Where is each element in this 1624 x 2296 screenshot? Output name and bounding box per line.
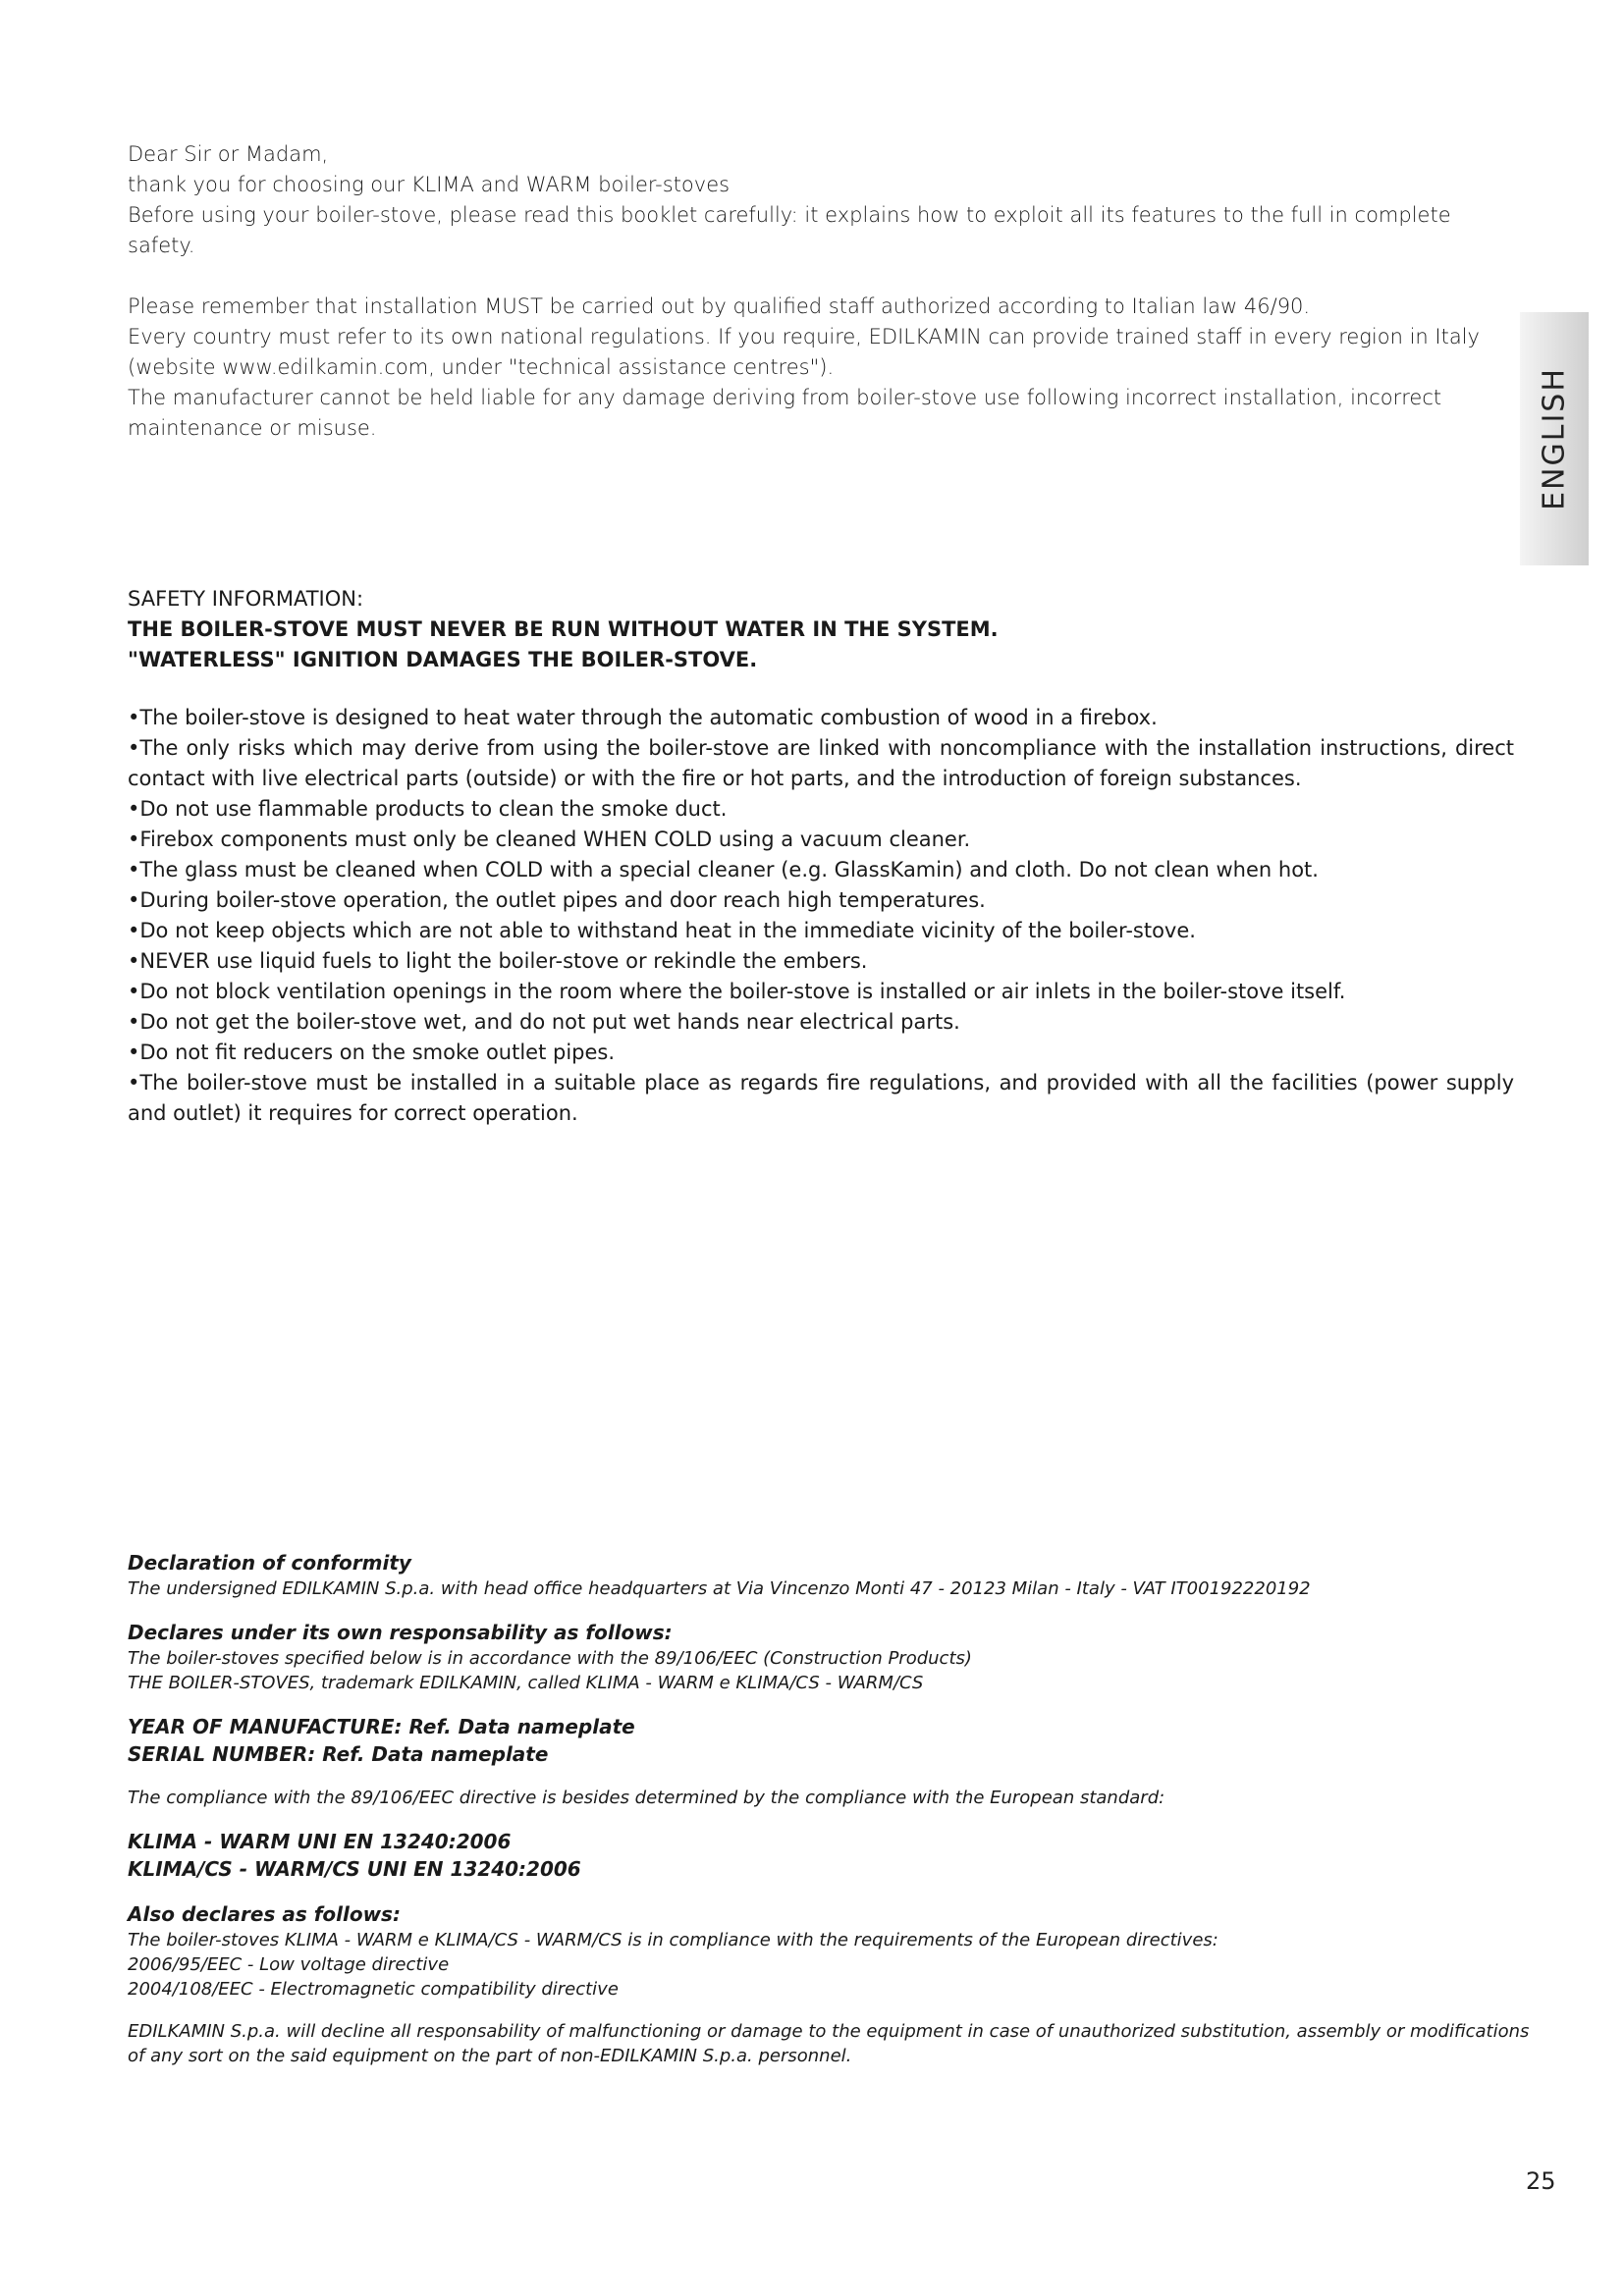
declaration-trademark: THE BOILER-STOVES, trademark EDILKAMIN, called KLIMA - WARM e KLIMA/CS - WARM/CS bbox=[128, 1673, 924, 1693]
intro-installation-note: Please remember that installation MUST be carried out by qualified staff authorized according to Italian law 46/90. bbox=[128, 294, 1311, 318]
language-tab bbox=[1520, 312, 1589, 565]
safety-section bbox=[128, 584, 1514, 1129]
safety-bullet: •The boiler-stove is designed to heat water through the automatic combustion of wood in a firebox. bbox=[128, 706, 1158, 729]
safety-bullet: •The glass must be cleaned when COLD with a special cleaner (e.g. GlassKamin) and cloth. Do not clean when hot. bbox=[128, 858, 1319, 881]
standard-klima-warm: KLIMA - WARM UNI EN 13240:2006 bbox=[128, 1830, 512, 1853]
page-number: 25 bbox=[1526, 2167, 1556, 2195]
greeting: Dear Sir or Madam, bbox=[128, 142, 329, 166]
compliance-note: The compliance with the 89/106/EEC directive is besides determined by the compliance with the European standard: bbox=[128, 1788, 1165, 1808]
declaration-accordance: The boiler-stoves specified below is in accordance with the 89/106/EEC (Construction Products) bbox=[128, 1648, 972, 1669]
safety-bullet: •Do not block ventilation openings in the room where the boiler-stove is installed or air inlets in the boiler-stove itself. bbox=[128, 980, 1346, 1003]
also-declares-compliance: The boiler-stoves KLIMA - WARM e KLIMA/CS - WARM/CS is in compliance with the requirements of the European directives: bbox=[128, 1930, 1218, 1950]
declaration-title: Declaration of conformity bbox=[128, 1551, 411, 1575]
liability-disclaimer: EDILKAMIN S.p.a. will decline all responsability of malfunctioning or damage to the equipment in case of unauthorized substitution, assembly or modifications of any sort on the said equipment on the part of non-EDILKAMIN S.p.a. personnel. bbox=[128, 2021, 1530, 2066]
intro-read-booklet: Before using your boiler-stove, please read this booklet carefully: it explains how to exploit all its features to the full in complete safety. bbox=[128, 203, 1451, 257]
emc-directive: 2004/108/EEC - Electromagnetic compatibility directive bbox=[128, 1979, 619, 2000]
safety-bullet: •Do not fit reducers on the smoke outlet pipes. bbox=[128, 1041, 616, 1064]
safety-bullet: •NEVER use liquid fuels to light the boiler-stove or rekindle the embers. bbox=[128, 949, 868, 973]
intro-national-regulations: Every country must refer to its own national regulations. If you require, EDILKAMIN can provide trained staff in every region in Italy (website www.edilkamin.com, under "technical assistance centres"). bbox=[128, 325, 1480, 379]
declaration-section bbox=[128, 1549, 1532, 2068]
safety-bullet-list bbox=[128, 703, 1514, 1129]
declaration-undersigned: The undersigned EDILKAMIN S.p.a. with head office headquarters at Via Vincenzo Monti 47 - 20123 Milan - Italy - VAT IT00192220192 bbox=[128, 1578, 1311, 1599]
safety-bullet: •During boiler-stove operation, the outlet pipes and door reach high temperatures. bbox=[128, 888, 986, 912]
serial-number: SERIAL NUMBER: Ref. Data nameplate bbox=[128, 1742, 549, 1766]
year-of-manufacture: YEAR OF MANUFACTURE: Ref. Data nameplate bbox=[128, 1715, 635, 1738]
declares-title: Declares under its own responsability as follows: bbox=[128, 1621, 673, 1644]
intro-thanks: thank you for choosing our KLIMA and WARM boiler-stoves bbox=[128, 173, 731, 196]
safety-bullet: •The only risks which may derive from using the boiler-stove are linked with noncompliance with the installation instructions, direct contact with live electrical parts (outside) or with the fire or hot parts, and the introduction of foreign substances. bbox=[128, 736, 1514, 790]
safety-warning-ignition: "WATERLESS" IGNITION DAMAGES THE BOILER-STOVE. bbox=[128, 648, 758, 671]
standard-klima-cs: KLIMA/CS - WARM/CS UNI EN 13240:2006 bbox=[128, 1857, 581, 1881]
safety-warning-water: THE BOILER-STOVE MUST NEVER BE RUN WITHOUT WATER IN THE SYSTEM. bbox=[128, 617, 999, 641]
also-declares-title: Also declares as follows: bbox=[128, 1902, 401, 1926]
language-tab-label: ENGLISH bbox=[1537, 367, 1572, 510]
safety-bullet: •Firebox components must only be cleaned WHEN COLD using a vacuum cleaner. bbox=[128, 828, 971, 851]
low-voltage-directive: 2006/95/EEC - Low voltage directive bbox=[128, 1954, 450, 1975]
intro-liability: The manufacturer cannot be held liable for any damage deriving from boiler-stove use following incorrect installation, incorrect maintenance or misuse. bbox=[128, 386, 1442, 440]
safety-bullet: •Do not get the boiler-stove wet, and do not put wet hands near electrical parts. bbox=[128, 1010, 960, 1034]
intro-section bbox=[128, 139, 1514, 444]
safety-bullet: •The boiler-stove must be installed in a suitable place as regards fire regulations, and provided with all the facilities (power supply and outlet) it requires for correct operation. bbox=[128, 1071, 1514, 1125]
safety-bullet: •Do not use flammable products to clean the smoke duct. bbox=[128, 797, 728, 821]
safety-heading: SAFETY INFORMATION: bbox=[128, 587, 364, 611]
safety-bullet: •Do not keep objects which are not able to withstand heat in the immediate vicinity of the boiler-stove. bbox=[128, 919, 1196, 942]
